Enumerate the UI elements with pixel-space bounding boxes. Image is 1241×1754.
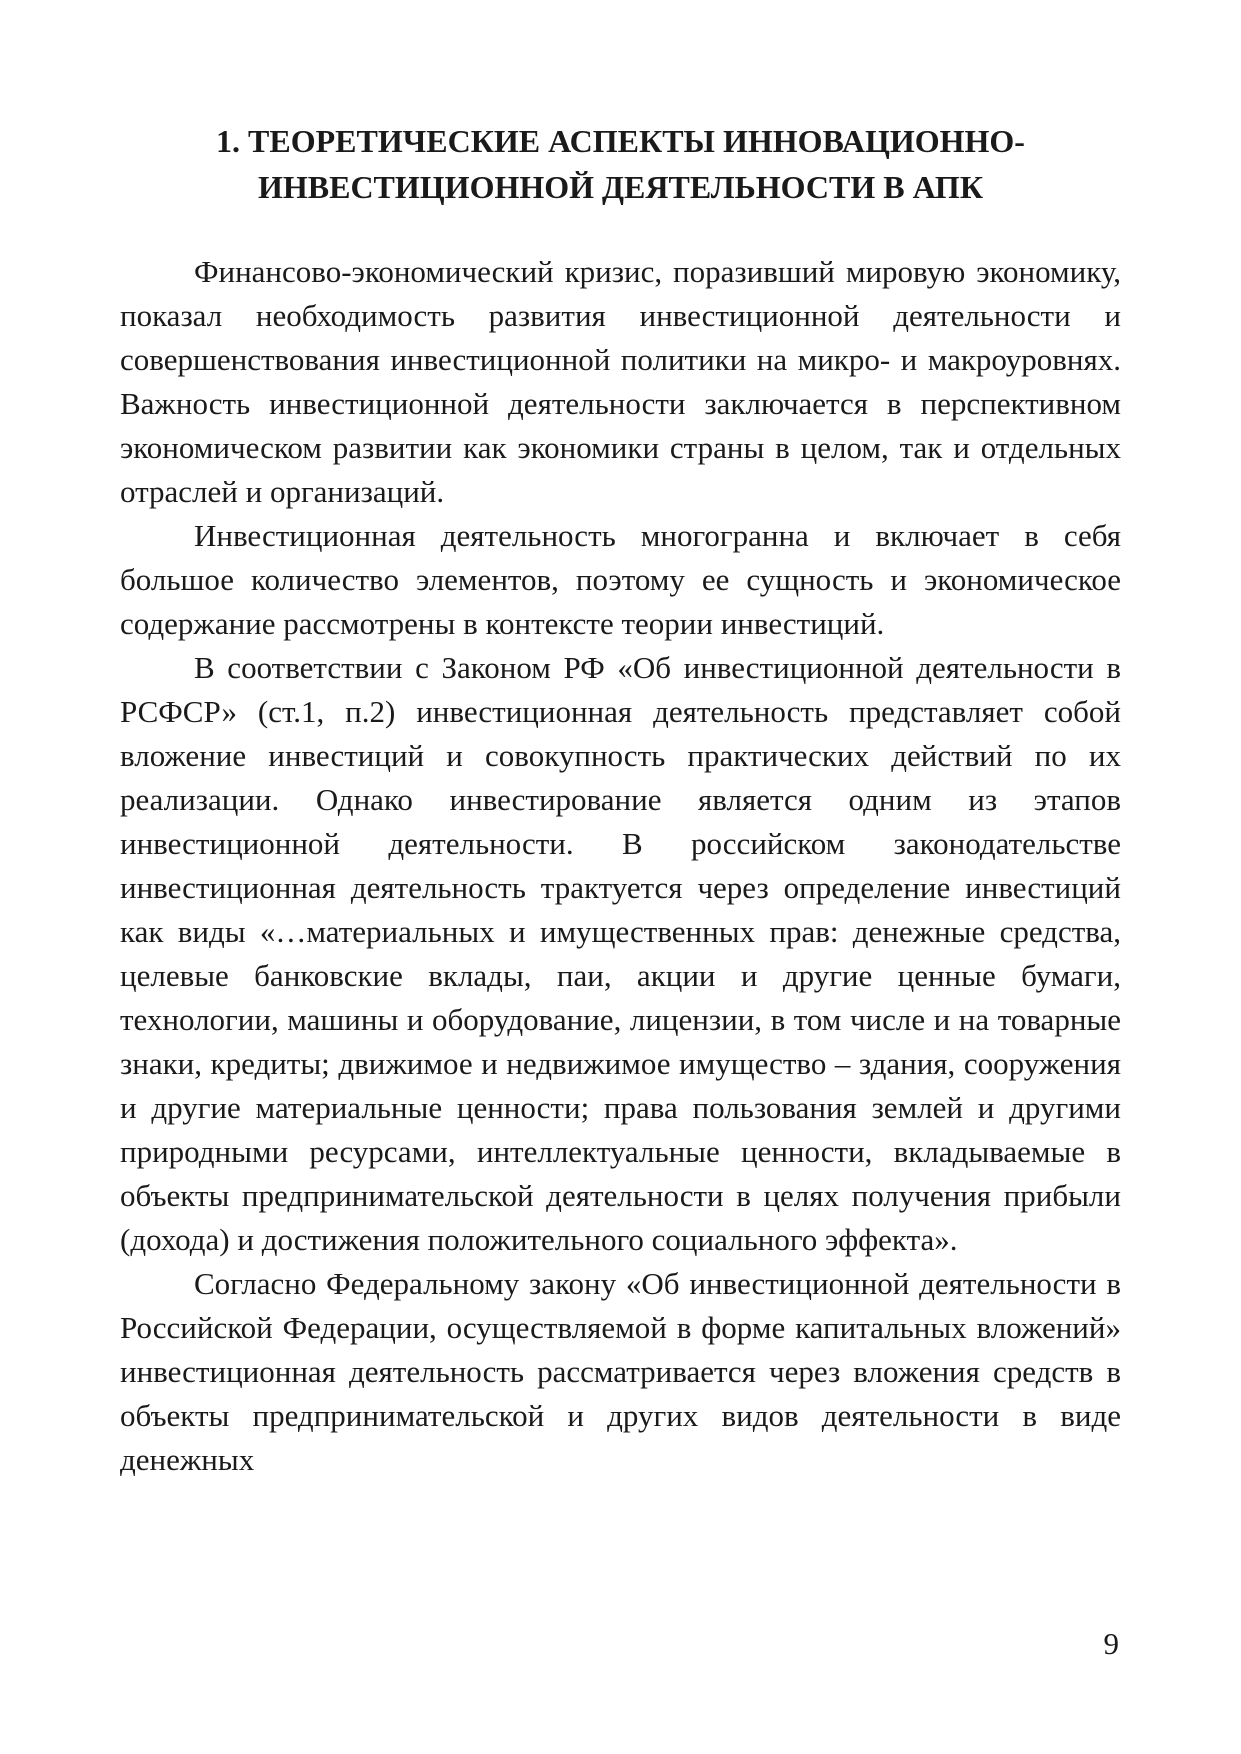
page-number: 9 (1103, 1626, 1119, 1661)
chapter-heading-line-1: 1. ТЕОРЕТИЧЕСКИЕ АСПЕКТЫ ИННОВАЦИОННО- (216, 123, 1025, 159)
paragraph-2: Инвестиционная деятельность многогранна и включает в себя большое количество элементов, поэтому ее сущность и экономическое содержание рассмотрены в контексте теории инвестиций. (120, 518, 1121, 641)
paragraph-4: Согласно Федеральному закону «Об инвестиционной деятельности в Российской Федерации, осуществляемой в форме капитальных вложений» инвестиционная деятельность рассматривается через вложения средств в объекты предпринимательской и других видов деятельности в виде денежных (120, 1266, 1121, 1477)
body-text (120, 250, 1121, 1482)
chapter-heading (120, 118, 1121, 210)
paragraph-1: Финансово-экономический кризис, поразивший мировую экономику, показал необходимость развития инвестиционной деятельности и совершенствования инвестиционной политики на микро- и макроуровнях. Важность инвестиционной деятельности заключается в перспективном экономическом развитии как экономики страны в целом, так и отдельных отраслей и организаций. (120, 254, 1121, 509)
chapter-heading-line-2: ИНВЕСТИЦИОННОЙ ДЕЯТЕЛЬНОСТИ В АПК (257, 169, 984, 205)
paragraph-3: В соответствии с Законом РФ «Об инвестиционной деятельности в РСФСР» (ст.1, п.2) инвестиционная деятельность представляет собой вложение инвестиций и совокупность практических действий по их реализации. Однако инвестирование является одним из этапов инвестиционной деятельности. В российском законодательстве инвестиционная деятельность трактуется через определение инвестиций как виды «…материальных и имущественных прав: денежные средства, целевые банковские вклады, паи, акции и другие ценные бумаги, технологии, машины и оборудование, лицензии, в том числе и на товарные знаки, кредиты; движимое и недвижимое имущество – здания, сооружения и другие материальные ценности; права пользования землей и другими природными ресурсами, интеллектуальные ценности, вкладываемые в объекты предпринимательской деятельности в целях получения прибыли (дохода) и достижения положительного социального эффекта». (120, 650, 1121, 1257)
